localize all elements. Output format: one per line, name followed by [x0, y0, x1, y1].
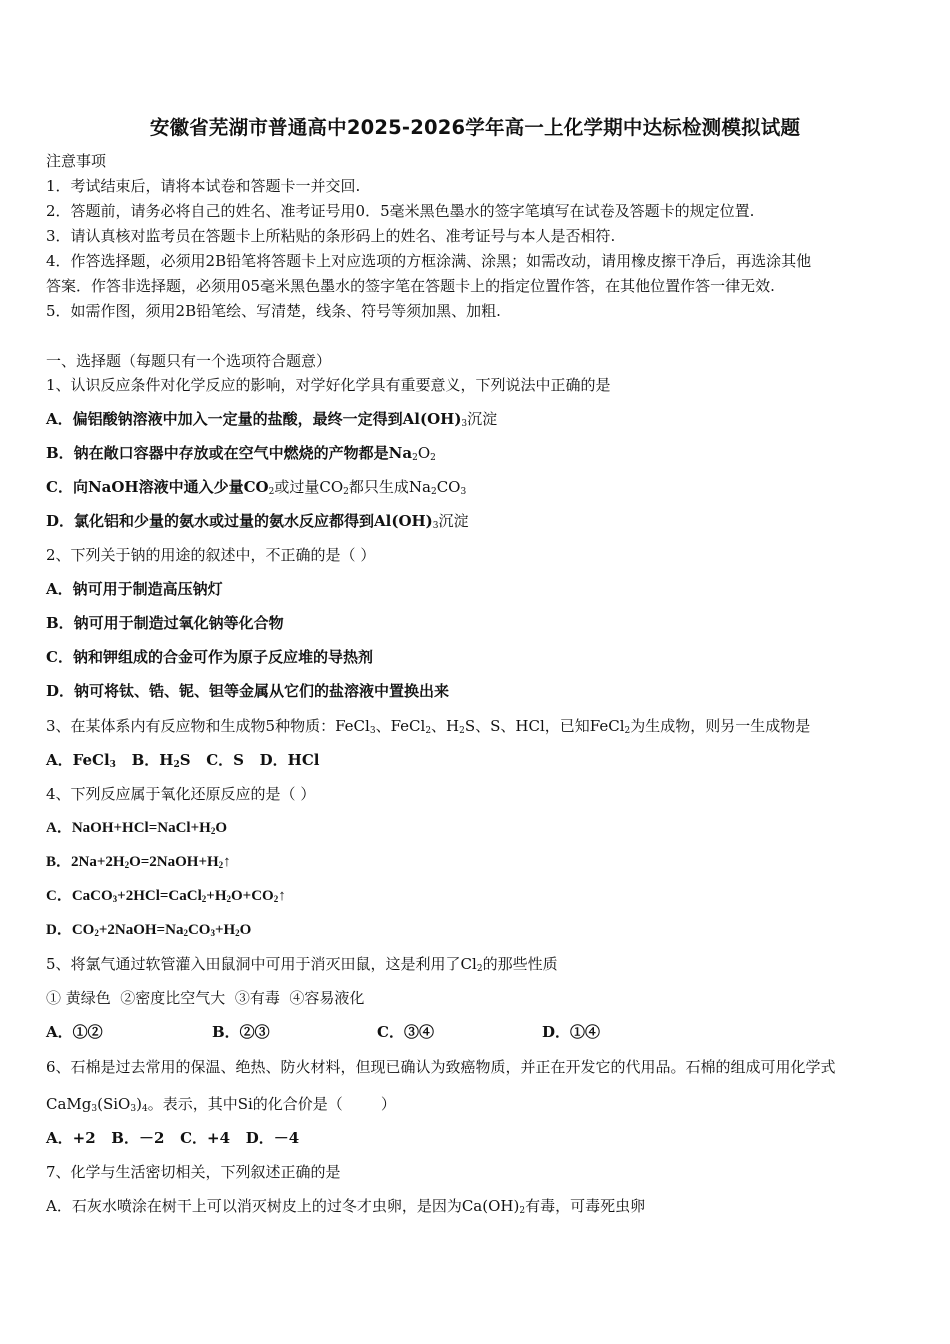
- question-7-option-a: A．石灰水喷涂在树干上可以消灭树皮上的过冬才虫卵，是因为$Ca(OH)_2$有毒，可毒死虫卵: [46, 1197, 646, 1216]
- notice-heading: 注意事项: [46, 152, 107, 170]
- question-2-option-b: B．钠可用于制造过氧化钠等化合物: [46, 614, 284, 632]
- question-1-option-b: B．钠在敞口容器中存放或在空气中燃烧的产物都是$Na_2O_2$: [46, 444, 436, 463]
- question-5-option-c: C．③④: [377, 1023, 434, 1041]
- question-3-stem: 3、在某体系内有反应物和生成物5种物质：FeCl$_3$、FeCl$_2$、$H_2S$、S、HCl，已知FeCl$_2$为生成物，则另一生成物是: [46, 717, 811, 736]
- page-title: 安徽省芜湖市普通高中2025-2026学年高一上化学期中达标检测模拟试题: [149, 116, 801, 139]
- question-5-option-a: A．①②: [46, 1023, 103, 1041]
- question-1-option-d: D．氯化铝和少量的氨水或过量的氨水反应都得到$Al(OH)_3$沉淀: [46, 512, 469, 531]
- question-5-option-d: D．①④: [542, 1023, 601, 1041]
- question-1-stem: 1、认识反应条件对化学反应的影响，对学好化学具有重要意义，下列说法中正确的是: [46, 376, 611, 394]
- question-2-option-d: D．钠可将钛、锆、铌、钽等金属从它们的盐溶液中置换出来: [46, 682, 450, 700]
- question-6-options: A．+2 B．－2 C．+4 D．－4: [46, 1129, 300, 1147]
- notice-item: 5．如需作图，须用2B铅笔绘、写清楚，线条、符号等须加黑、加粗.: [46, 302, 501, 320]
- question-4-option-a: A．$NaOH+HCl=NaCl+H_2O$: [46, 820, 227, 836]
- notice-item: 4．作答选择题，必须用2B铅笔将答题卡上对应选项的方框涂满、涂黑；如需改动，请用橡皮擦干净后，再选涂其他: [46, 252, 812, 270]
- question-5-properties: ① 黄绿色 ②密度比空气大 ③有毒 ④容易液化: [46, 989, 365, 1007]
- question-2-option-c: C．钠和钾组成的合金可作为原子反应堆的导热剂: [46, 648, 373, 666]
- notice-item: 1．考试结束后，请将本试卷和答题卡一并交回.: [46, 177, 361, 195]
- question-4-stem: 4、下列反应属于氧化还原反应的是（ ）: [46, 785, 316, 803]
- question-6-stem: 6、石棉是过去常用的保温、绝热、防火材料，但现已确认为致癌物质，并正在开发它的代用品。石棉的组成可用化学式: [46, 1058, 836, 1076]
- notice-item: 2．答题前，请务必将自己的姓名、准考证号用0．5毫米黑色墨水的签字笔填写在试卷及答题卡的规定位置.: [46, 202, 755, 220]
- question-4-option-c: C．$CaCO_3+2HCl=CaCl_2+H_2O+CO_2↑$: [46, 888, 286, 904]
- question-1-option-a: A．偏铝酸钠溶液中加入一定量的盐酸，最终一定得到$Al(OH)_3$沉淀: [46, 410, 498, 429]
- question-1-option-c: C．向NaOH溶液中通入少量$CO_2$或过量$CO_2$都只生成$Na_2CO_3$: [46, 478, 467, 497]
- question-6-formula: $CaMg_3(SiO_3)_4$。表示，其中Si的化合价是（ ）: [46, 1095, 396, 1114]
- question-3-options: A．FeCl$_3$ B．$H_2S$ C．S D．HCl: [46, 751, 320, 770]
- question-2-option-a: A．钠可用于制造高压钠灯: [46, 580, 223, 598]
- question-4-option-d: D．$CO_2+2NaOH=Na_2CO_3+H_2O$: [46, 922, 252, 938]
- question-2-stem: 2、下列关于钠的用途的叙述中，不正确的是（ ）: [46, 546, 376, 564]
- section-heading: 一、选择题（每题只有一个选项符合题意）: [46, 352, 332, 370]
- question-7-stem: 7、化学与生活密切相关，下列叙述正确的是: [46, 1163, 341, 1181]
- question-4-option-b: B．$2Na+2H_2O=2NaOH+H_2↑$: [46, 854, 231, 870]
- notice-item: 答案．作答非选择题，必须用05毫米黑色墨水的签字笔在答题卡上的指定位置作答，在其他位置作答一律无效.: [46, 277, 775, 295]
- question-5-option-b: B．②③: [212, 1023, 270, 1041]
- notice-item: 3．请认真核对监考员在答题卡上所粘贴的条形码上的姓名、准考证号与本人是否相符.: [46, 227, 616, 245]
- question-5-stem: 5、将氯气通过软管灌入田鼠洞中可用于消灭田鼠，这是利用了$Cl_2$的那些性质: [46, 955, 558, 974]
